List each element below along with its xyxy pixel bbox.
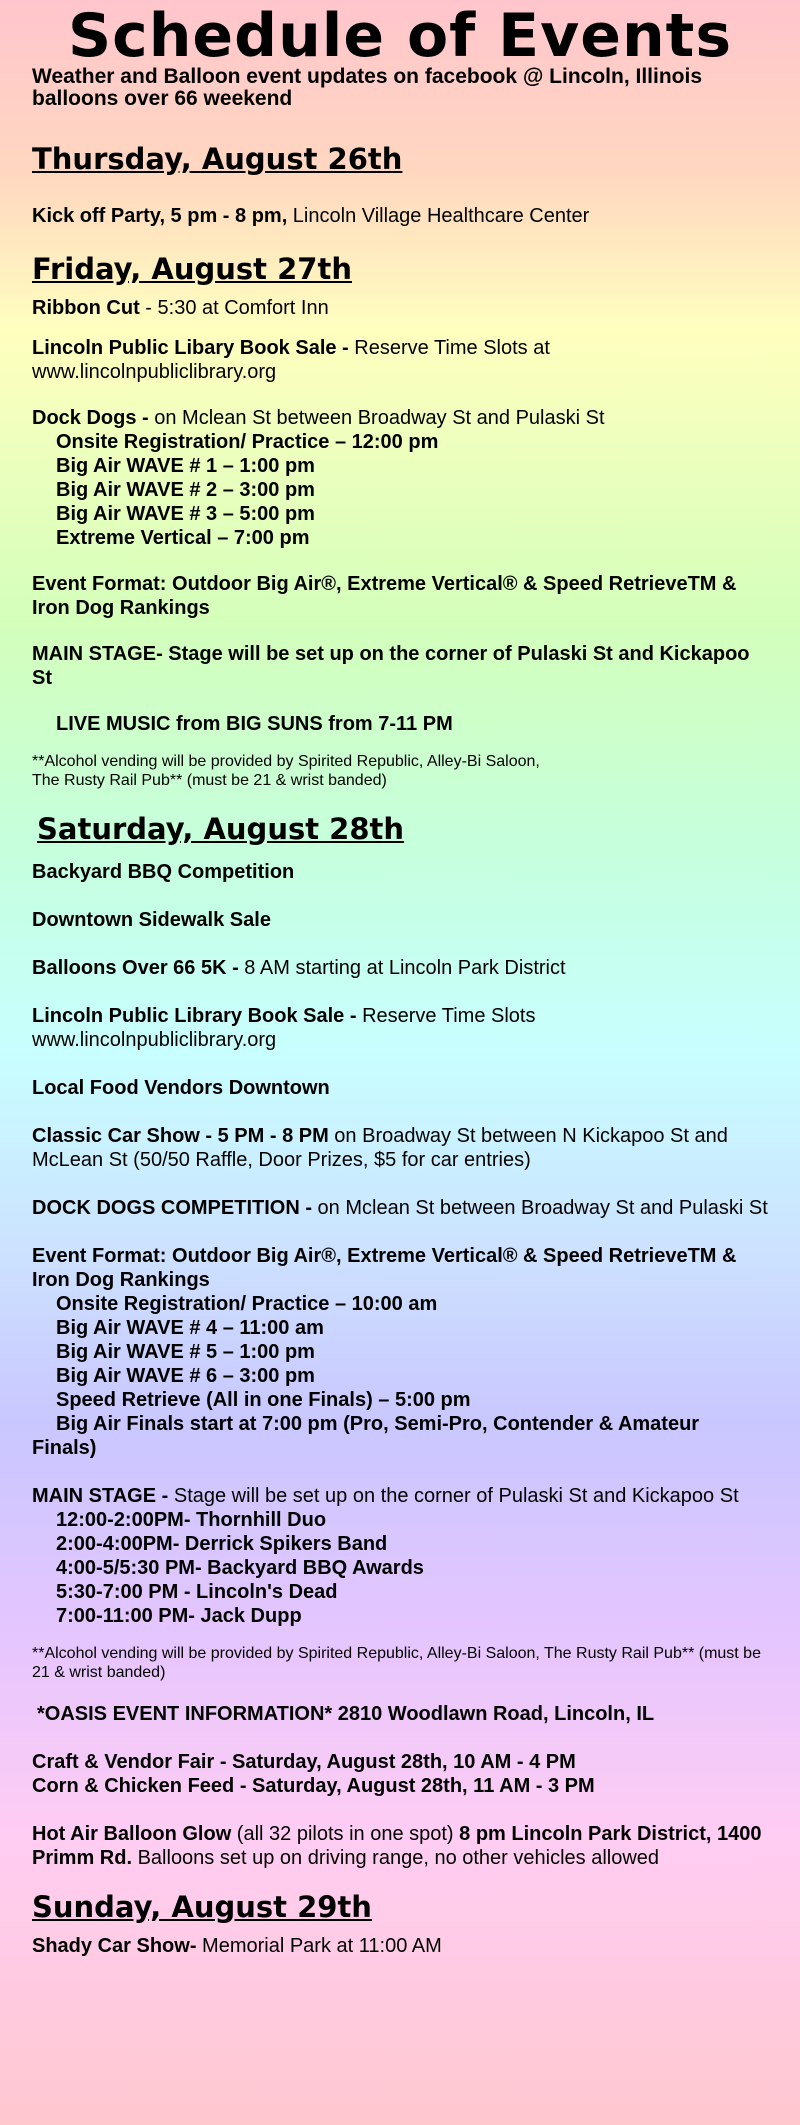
list-item: Big Air WAVE # 6 – 3:00 pm: [56, 1365, 315, 1387]
glow-title: Hot Air Balloon Glow: [32, 1823, 232, 1845]
5k-detail: 8 AM starting at Lincoln Park District: [238, 957, 566, 979]
alcohol-note-line: The Rusty Rail Pub** (must be 21 & wrist banded): [32, 772, 387, 789]
glow-detail: (all 32 pilots in one spot): [231, 1823, 460, 1845]
intro-text: Weather and Balloon event updates on facebook @ Lincoln, Illinois balloons over 66 weekend: [32, 65, 703, 110]
saturday-dock-schedule: [32, 1292, 768, 1460]
craft-fair: Craft & Vendor Fair - Saturday, August 28th, 10 AM - 4 PM: [32, 1751, 576, 1773]
friday-dock-dogs: [32, 406, 768, 430]
list-item: Big Air WAVE # 3 – 5:00 pm: [56, 503, 315, 525]
saturday-event-format: Event Format: Outdoor Big Air®, Extreme Vertical® & Speed RetrieveTM & Iron Dog Rankings: [32, 1245, 737, 1291]
saturday-book-sale: [32, 1004, 768, 1052]
list-item: Onsite Registration/ Practice – 10:00 am: [56, 1293, 438, 1315]
list-item: 7:00-11:00 PM- Jack Dupp: [56, 1605, 302, 1627]
corn-chicken-feed: Corn & Chicken Feed - Saturday, August 28th, 11 AM - 3 PM: [32, 1775, 595, 1797]
friday-dock-schedule: [32, 430, 768, 550]
list-item: 5:30-7:00 PM - Lincoln's Dead: [56, 1581, 338, 1603]
friday-live-music: LIVE MUSIC from BIG SUNS from 7-11 PM: [56, 713, 453, 735]
thursday-kickoff: [32, 204, 768, 228]
saturday-5k: [32, 956, 768, 980]
list-item: Big Air WAVE # 2 – 3:00 pm: [56, 479, 315, 501]
car-show-title: Classic Car Show - 5 PM - 8 PM: [32, 1125, 329, 1147]
list-item: Speed Retrieve (All in one Finals) – 5:00 pm: [56, 1389, 471, 1411]
saturday-bbq: Backyard BBQ Competition: [32, 861, 295, 883]
saturday-alcohol-note: **Alcohol vending will be provided by Spirited Republic, Alley-Bi Saloon, The Rusty Rail Pub** (must be 21 & wrist banded): [32, 1645, 761, 1681]
book-sale-title: Lincoln Public Library Book Sale -: [32, 1005, 357, 1027]
list-item: Big Air WAVE # 5 – 1:00 pm: [56, 1341, 315, 1363]
list-item: 12:00-2:00PM- Thornhill Duo: [56, 1509, 327, 1531]
5k-title: Balloons Over 66 5K -: [32, 957, 239, 979]
friday-alcohol-note: [32, 752, 768, 790]
list-item: Big Air WAVE # 1 – 1:00 pm: [56, 455, 315, 477]
shady-title: Shady Car Show-: [32, 1935, 197, 1957]
balloon-glow: [32, 1822, 768, 1870]
list-item: 2:00-4:00PM- Derrick Spikers Band: [56, 1533, 388, 1555]
list-item: Big Air Finals start at 7:00 pm (Pro, Semi-Pro, Contender & Amateur: [56, 1413, 700, 1435]
saturday-car-show: [32, 1124, 768, 1172]
friday-event-format: Event Format: Outdoor Big Air®, Extreme Vertical® & Speed RetrieveTM & Iron Dog Rankings: [32, 573, 737, 619]
saturday-stage-schedule: [32, 1508, 768, 1628]
dock-dogs-detail: on Mclean St between Broadway St and Pulaski St: [312, 1197, 768, 1219]
friday-main-stage: MAIN STAGE- Stage will be set up on the corner of Pulaski St and Kickapoo St: [32, 643, 750, 689]
dock-dogs-title: DOCK DOGS COMPETITION -: [32, 1197, 312, 1219]
book-sale-detail: Reserve Time Slots www.lincolnpubliclibrary.org: [32, 1005, 536, 1051]
glow-note: Balloons set up on driving range, no other vehicles allowed: [132, 1847, 660, 1869]
list-item: Finals): [32, 1437, 97, 1459]
kickoff-detail: Lincoln Village Healthcare Center: [287, 205, 590, 227]
saturday-main-stage: [32, 1484, 768, 1508]
saturday-sidewalk-sale: Downtown Sidewalk Sale: [32, 909, 271, 931]
main-stage-title: MAIN STAGE -: [32, 1485, 169, 1507]
book-sale-title: Lincoln Public Libary Book Sale -: [32, 337, 349, 359]
list-item: 4:00-5/5:30 PM- Backyard BBQ Awards: [56, 1557, 424, 1579]
glow-location: 8 pm Lincoln Park District, 1400 Primm Rd.: [32, 1823, 762, 1869]
dock-dogs-detail: on Mclean St between Broadway St and Pulaski St: [148, 407, 605, 429]
friday-heading: Friday, August 27th: [32, 252, 352, 286]
sunday-heading: Sunday, August 29th: [32, 1890, 372, 1924]
saturday-heading: Saturday, August 28th: [37, 812, 405, 846]
friday-book-sale: [32, 336, 768, 384]
saturday-dock-dogs: [32, 1196, 768, 1220]
list-item: Onsite Registration/ Practice – 12:00 pm: [56, 431, 439, 453]
page-title: Schedule of Events: [67, 1, 733, 71]
shady-detail: Memorial Park at 11:00 AM: [196, 1935, 442, 1957]
ribbon-detail: - 5:30 at Comfort Inn: [139, 297, 329, 319]
list-item: Extreme Vertical – 7:00 pm: [56, 527, 310, 549]
sunday-car-show: [32, 1934, 768, 1958]
saturday-food-vendors: Local Food Vendors Downtown: [32, 1077, 330, 1099]
kickoff-title: Kick off Party, 5 pm - 8 pm,: [32, 205, 288, 227]
thursday-heading: Thursday, August 26th: [32, 142, 403, 176]
main-stage-detail: Stage will be set up on the corner of Pulaski St and Kickapoo St: [168, 1485, 739, 1507]
ribbon-title: Ribbon Cut: [32, 297, 140, 319]
car-show-detail: on Broadway St between N Kickapoo St and McLean St (50/50 Raffle, Door Prizes, $5 for car entries): [32, 1125, 728, 1171]
book-sale-detail: Reserve Time Slots at www.lincolnpubliclibrary.org: [32, 337, 550, 383]
list-item: Big Air WAVE # 4 – 11:00 am: [56, 1317, 324, 1339]
alcohol-note-line: **Alcohol vending will be provided by Spirited Republic, Alley-Bi Saloon,: [32, 753, 540, 770]
dock-dogs-title: Dock Dogs -: [32, 407, 149, 429]
oasis-info: *OASIS EVENT INFORMATION* 2810 Woodlawn Road, Lincoln, IL: [37, 1703, 655, 1725]
friday-ribbon-cut: [32, 296, 768, 320]
